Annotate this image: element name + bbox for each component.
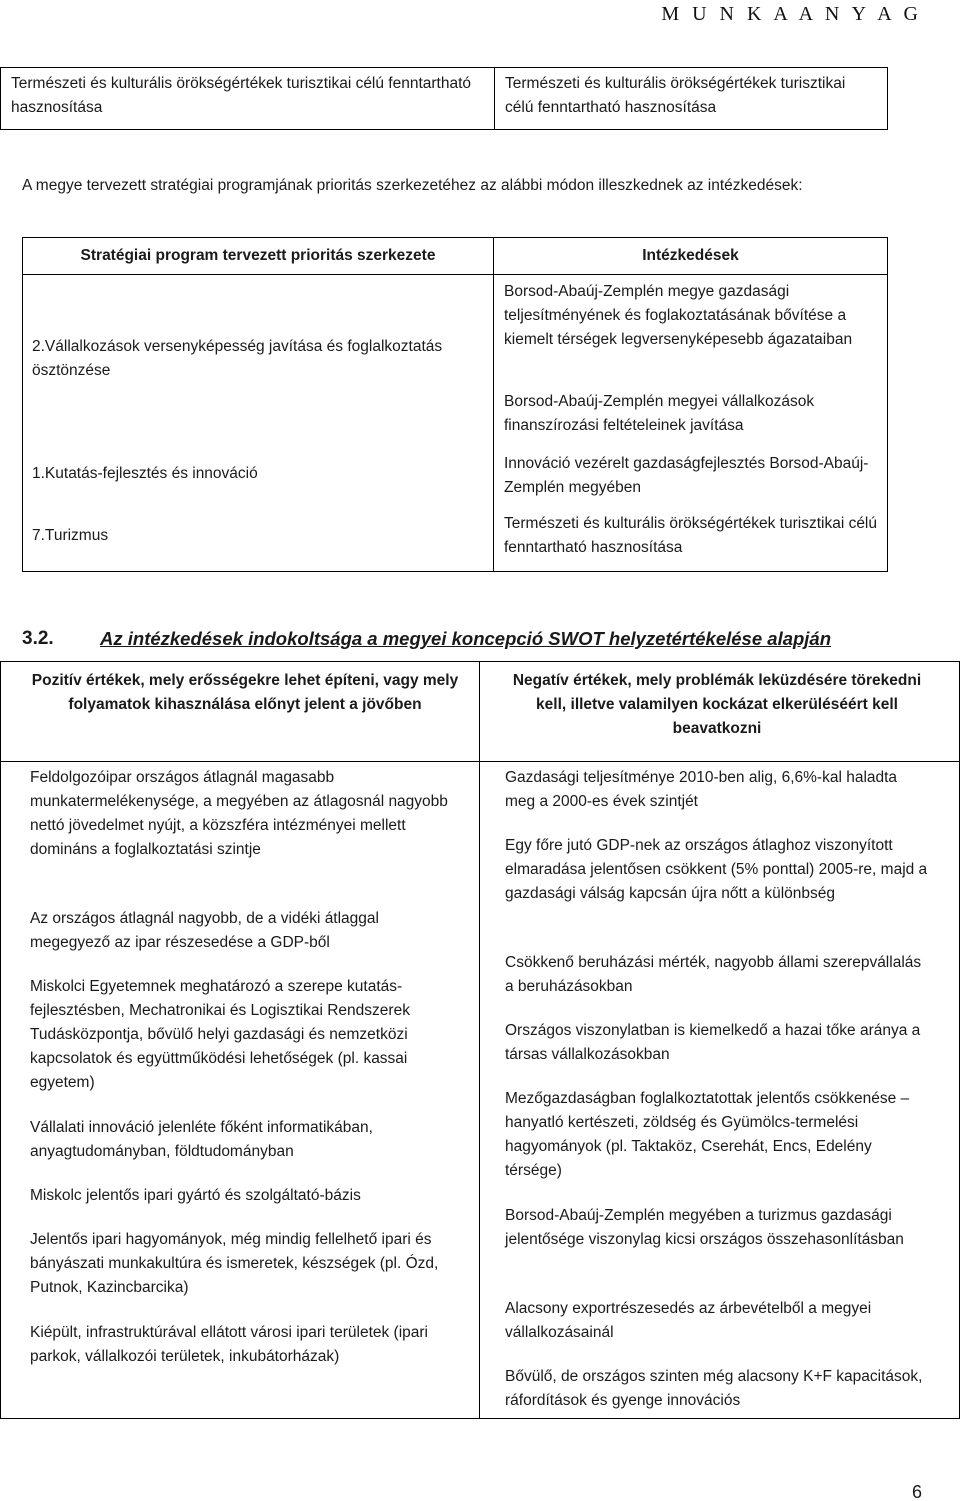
priority-column-header: Stratégiai program tervezett prioritás szerkezete bbox=[23, 238, 494, 275]
measure-item: Borsod-Abaúj-Zemplén megye gazdasági teljesítményének és foglakoztatásának bővítése a kiemelt térségek legversenyképesebb ágazataiban bbox=[504, 283, 853, 348]
document-header: M U N K A A N Y A G bbox=[661, 3, 922, 25]
top-table-left-cell: Természeti és kulturális örökségértékek turisztikai célú fenntartható hasznosítása bbox=[1, 68, 495, 130]
top-table bbox=[0, 67, 888, 130]
top-table-right-cell: Természeti és kulturális örökségértékek turisztikai célú fenntartható hasznosítása bbox=[495, 68, 888, 130]
negative-item: Csökkenő beruházási mérték, nagyobb állami szerepvállalás a beruházásokban bbox=[505, 954, 922, 995]
negative-item: Egy főre jutó GDP-nek az országos átlaghoz viszonyított elmaradása jelentősen csökkent (5% ponttal) 2005-re, majd a gazdasági válság kapcsán újra nőtt a különbség bbox=[505, 837, 928, 902]
priority-item: 1.Kutatás-fejlesztés és innováció bbox=[32, 465, 258, 482]
measures-column-header: Intézkedések bbox=[494, 238, 888, 275]
measure-item: Természeti és kulturális örökségértékek turisztikai célú fenntartható hasznosítása bbox=[504, 515, 877, 556]
positive-item: Az országos átlagnál nagyobb, de a vidéki átlaggal megegyező az ipar részesedése a GDP-ből bbox=[30, 910, 379, 951]
positive-values-header: Pozitív értékek, mely erősségekre lehet építeni, vagy mely folyamatok kihasználása előnyt jelent a jövőben bbox=[31, 672, 459, 713]
page-number: 6 bbox=[911, 1482, 922, 1501]
positive-item: Jelentős ipari hagyományok, még mindig fellelhető ipari és bányászati munkakultúra és ismeretek, készségek (pl. Ózd, Putnok, Kazincbarcika) bbox=[30, 1231, 439, 1296]
priority-item: 7.Turizmus bbox=[32, 527, 109, 544]
measure-item: Innováció vezérelt gazdaságfejlesztés Borsod-Abaúj-Zemplén megyében bbox=[504, 455, 869, 496]
negative-item: Gazdasági teljesítménye 2010-ben alig, 6,6%-kal haladta meg a 2000-es évek szintjét bbox=[505, 769, 898, 810]
priority-item: 2.Vállalkozások versenyképesség javítása és foglalkoztatás ösztönzése bbox=[32, 338, 443, 379]
measure-item: Borsod-Abaúj-Zemplén megyei vállalkozások finanszírozási feltételeinek javítása bbox=[504, 393, 815, 434]
positive-item: Miskolci Egyetemnek meghatározó a szerepe kutatás-fejlesztésben, Mechatronikai és Logisztikai Rendszerek Tudásközpontja, bővülő helyi gazdasági és nemzetközi kapcsolatok és együttműködési lehetőségek (pl. kassai egyetem) bbox=[30, 978, 410, 1091]
positive-item: Vállalati innováció jelenléte főként informatikában, anyagtudományban, földtudományban bbox=[30, 1119, 373, 1160]
positive-item: Miskolc jelentős ipari gyártó és szolgáltató-bázis bbox=[30, 1187, 361, 1204]
section-title: Az intézkedések indokoltsága a megyei koncepció SWOT helyzetértékelése alapján bbox=[100, 628, 832, 649]
negative-item: Bővülő, de országos szinten még alacsony K+F kapacitások, ráfordítások és gyenge innovációs bbox=[505, 1368, 923, 1409]
negative-item: Borsod-Abaúj-Zemplén megyében a turizmus gazdasági jelentősége viszonylag kicsi országos összehasonlításban bbox=[505, 1207, 904, 1248]
section-number: 3.2. bbox=[22, 628, 54, 649]
intro-paragraph: A megye tervezett stratégiai programjának prioritás szerkezetéhez az alábbi módon illeszkednek az intézkedések: bbox=[22, 177, 803, 194]
positive-item: Kiépült, infrastruktúrával ellátott városi ipari területek (ipari parkok, vállalkozói területek, inkubátorházak) bbox=[30, 1324, 429, 1365]
negative-item: Mezőgazdaságban foglalkoztatottak jelentős csökkenése – hanyatló kertészeti, zöldség és Gyümölcs-termelési hagyományok (pl. Taktaköz, Cserehát, Encs, Edelény térsége) bbox=[505, 1090, 910, 1179]
negative-item: Országos viszonylatban is kiemelkedő a hazai tőke aránya a társas vállalkozásokban bbox=[505, 1022, 921, 1063]
positive-item: Feldolgozóipar országos átlagnál magasabb munkatermelékenysége, a megyében az átlagosnál nagyobb nettó jövedelmet nyújt, a közszféra intézményei mellett domináns a foglalkoztatási szintje bbox=[30, 769, 448, 858]
negative-item: Alacsony exportrészesedés az árbevételből a megyei vállalkozásainál bbox=[505, 1300, 872, 1341]
negative-values-header: Negatív értékek, mely problémák leküzdésére törekedni kell, illetve valamilyen kockázat elkerüléséért kell beavatkozni bbox=[512, 672, 922, 737]
